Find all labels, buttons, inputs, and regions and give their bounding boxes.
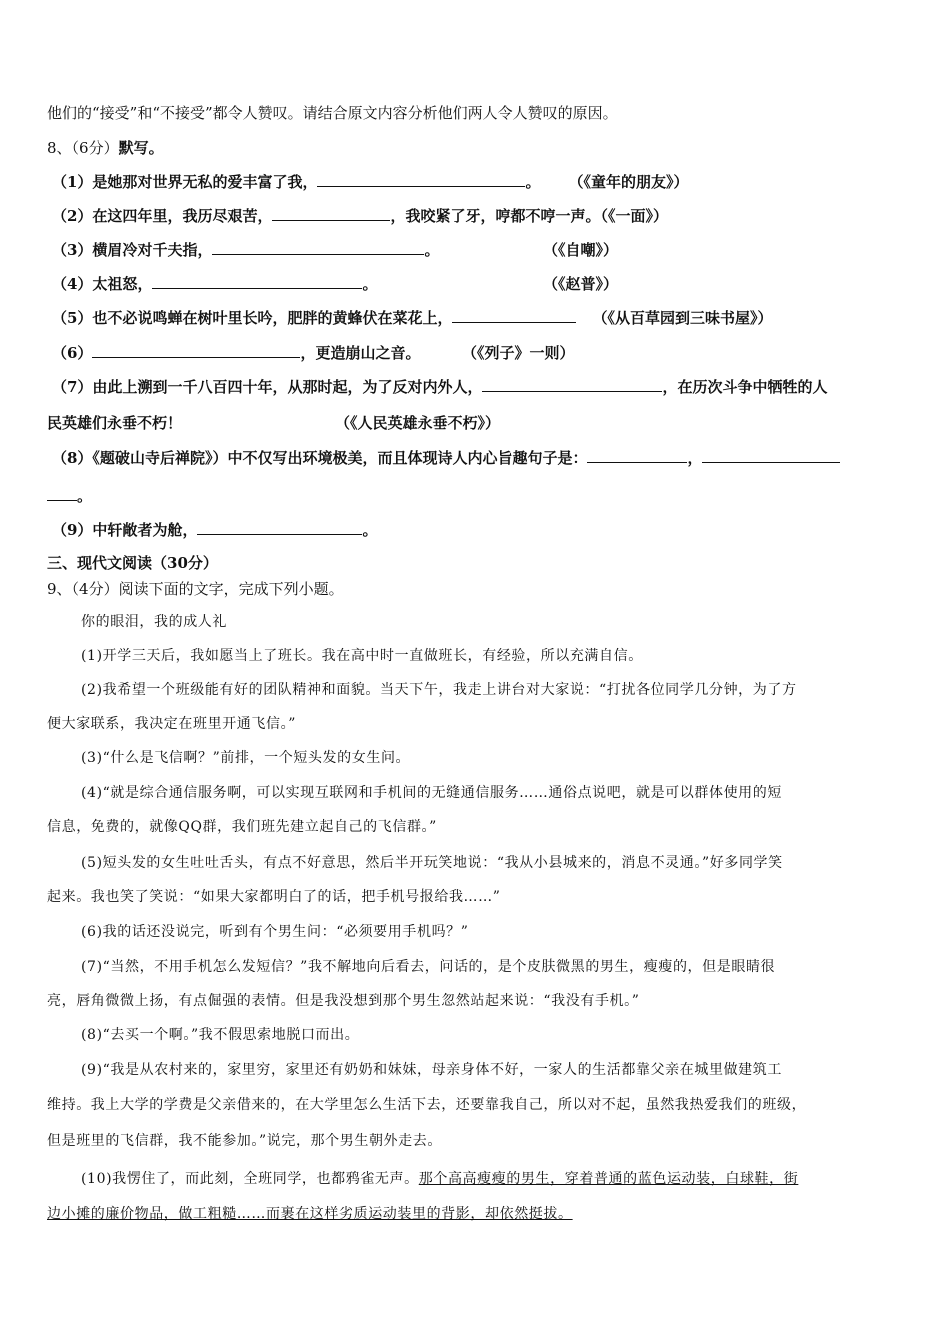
- paragraph-10: [81, 1168, 798, 1188]
- fill-item-text: （1）是她那对世界无私的爱丰富了我，: [52, 173, 318, 191]
- underlined-text: 那个高高瘦瘦的男生，穿着普通的蓝色运动装，白球鞋，街: [418, 1171, 799, 1187]
- paragraph: (9)“我是从农村来的，家里穷，家里还有奶奶和妹妹，母亲身体不好，一家人的生活都靠父亲在城里做建筑工: [81, 1062, 782, 1078]
- source-title: （《列子》一则）: [462, 344, 575, 362]
- fill-item-3: [52, 239, 439, 260]
- paragraph: (8)“去买一个啊。”我不假思索地脱口而出。: [81, 1027, 360, 1043]
- fill-item-text: ，更造崩山之音。: [300, 344, 421, 362]
- paragraph: 信息，免费的，就像QQ群，我们班先建立起自己的飞信群。”: [47, 819, 437, 835]
- paragraph-text: (10)我愣住了，而此刻，全班同学，也都鸦雀无声。: [81, 1171, 419, 1187]
- source-title: （《自嘲》）: [543, 241, 619, 259]
- fill-item-4: [52, 273, 377, 294]
- source-title: （《赵普》）: [543, 275, 619, 293]
- answer-blank[interactable]: [452, 309, 576, 323]
- answer-blank[interactable]: [482, 378, 662, 392]
- fill-item-text: （3）横眉冷对千夫指，: [52, 241, 213, 259]
- answer-blank[interactable]: [317, 173, 525, 187]
- paragraph: (5)短头发的女生吐吐舌头，有点不好意思，然后半开玩笑地说：“我从小县城来的，消息不灵通。”好多同学笑: [81, 855, 783, 871]
- fill-item-text: （9）中轩敞者为舱，: [52, 521, 198, 539]
- fill-item-text: （4）太祖怒，: [52, 275, 153, 293]
- paragraph: (7)“当然，不用手机怎么发短信？”我不解地向后看去，问话的，是个皮肤微黑的男生，瘦瘦的，但是眼睛很: [81, 959, 776, 975]
- fill-item-text: 。: [362, 275, 378, 293]
- paragraph: (2)我希望一个班级能有好的团队精神和面貌。当天下午，我走上讲台对大家说：“打扰各位同学几分钟，为了方: [81, 682, 797, 698]
- fill-item-text: （7）由此上溯到一千八百四十年，从那时起，为了反对内外人，: [52, 378, 483, 396]
- story-title: 你的眼泪，我的成人礼: [81, 614, 227, 630]
- fill-item-text: （6）: [52, 344, 93, 362]
- fill-item-7-cont: 民英雄们永垂不朽！: [47, 414, 183, 432]
- intro-line: 他们的“接受”和“不接受”都令人赞叹。请结合原文内容分析他们两人令人赞叹的原因。: [47, 104, 618, 122]
- fill-item-text: 。: [525, 173, 541, 191]
- source-title: （《童年的朋友》）: [568, 173, 689, 191]
- source-title: （《从百草园到三味书屋》）: [592, 309, 773, 327]
- fill-item-text: （2）在这四年里，我历尽艰苦，: [52, 207, 273, 225]
- question-8-heading: [47, 137, 164, 158]
- fill-item-text: 。: [362, 521, 378, 539]
- answer-blank[interactable]: [702, 449, 840, 463]
- fill-item-6: [52, 342, 420, 363]
- fill-item-8-cont: [47, 485, 92, 506]
- paragraph: 但是班里的飞信群，我不能参加。”说完，那个男生朝外走去。: [47, 1133, 442, 1149]
- paragraph: (6)我的话还没说完，听到有个男生问：“必须要用手机吗？”: [81, 924, 469, 940]
- answer-blank[interactable]: [197, 521, 362, 535]
- paragraph: 便大家联系，我决定在班里开通飞信。”: [47, 716, 296, 732]
- answer-blank[interactable]: [47, 487, 77, 501]
- fill-item-2: [52, 205, 668, 226]
- q8-number: 8、（6分）: [47, 139, 119, 157]
- answer-blank[interactable]: [92, 344, 300, 358]
- paragraph: (3)“什么是飞信啊？”前排，一个短头发的女生问。: [81, 750, 411, 766]
- fill-item-text: 。: [77, 487, 93, 505]
- q8-title: 默写。: [118, 139, 164, 157]
- section-3-heading: 三、现代文阅读（30分）: [47, 554, 218, 572]
- paragraph: 维持。我上大学的学费是父亲借来的，在大学里怎么生活下去，还要靠我自己，所以对不起，虽然我热爱我们的班级，: [47, 1097, 807, 1113]
- source-title: （《人民英雄永垂不朽》）: [335, 414, 501, 432]
- fill-item-7: [52, 376, 827, 397]
- fill-item-9: [52, 519, 377, 540]
- fill-item-text: ，在历次斗争中牺牲的人: [662, 378, 828, 396]
- fill-item-text: ，我咬紧了牙，哼都不哼一声。（《一面》）: [390, 207, 668, 225]
- answer-blank[interactable]: [212, 241, 424, 255]
- fill-item-text: ，: [687, 449, 703, 467]
- fill-item-text: （8）《题破山寺后禅院》）中不仅写出环境极美，而且体现诗人内心旨趣句子是：: [52, 449, 588, 467]
- question-9-intro: 9、（4分）阅读下面的文字，完成下列小题。: [47, 580, 344, 598]
- underlined-text: 边小摊的廉价物品，做工粗糙……而裹在这样劣质运动装里的背影，却依然挺拔。: [47, 1206, 573, 1222]
- answer-blank[interactable]: [587, 449, 687, 463]
- answer-blank[interactable]: [152, 275, 362, 289]
- fill-item-8: [52, 447, 840, 468]
- answer-blank[interactable]: [272, 207, 390, 221]
- paragraph: (1)开学三天后，我如愿当上了班长。我在高中时一直做班长，有经验，所以充满自信。: [81, 648, 643, 664]
- paragraph: 起来。我也笑了笑说：“如果大家都明白了的话，把手机号报给我……”: [47, 889, 501, 905]
- fill-item-5: [52, 307, 772, 328]
- fill-item-1: [52, 171, 688, 192]
- paragraph: (4)“就是综合通信服务啊，可以实现互联网和手机间的无缝通信服务……通俗点说吧，就是可以群体使用的短: [81, 785, 782, 801]
- paragraph: 亮，唇角微微上扬，有点倔强的表情。但是我没想到那个男生忽然站起来说：“我没有手机。”: [47, 993, 640, 1009]
- fill-item-text: （5）也不必说鸣蝉在树叶里长吟，肥胖的黄蜂伏在菜花上，: [52, 309, 453, 327]
- fill-item-text: 。: [424, 241, 440, 259]
